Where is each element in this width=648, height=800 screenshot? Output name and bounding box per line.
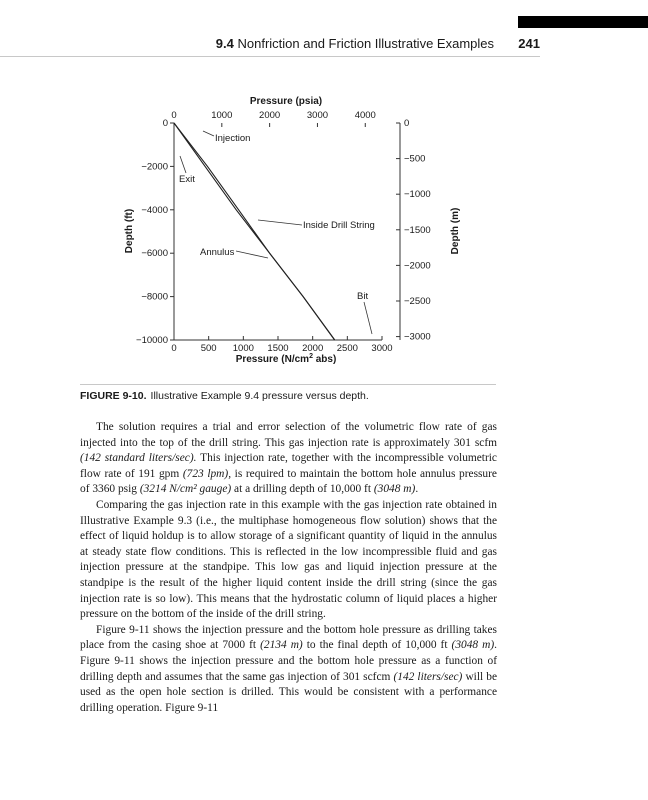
top-tick-label: 1000	[211, 110, 233, 121]
annulus-leader-line	[236, 251, 268, 258]
right-tick-label: −500	[404, 153, 426, 165]
injection-leader-line	[203, 131, 214, 136]
paragraph-1	[80, 420, 497, 498]
right-tick-label: −1500	[404, 224, 431, 236]
p1-text-5: .	[415, 483, 419, 496]
left-tick-label: −8000	[141, 291, 168, 303]
p1-italic-4: (3048 m)	[373, 483, 416, 496]
axis-ticks	[136, 110, 431, 354]
bottom-tick-label: 2500	[336, 343, 358, 354]
bottom-axis-title-text: Pressure (N/cm	[235, 354, 310, 365]
p1-text-1: The solution requires a trial and error selection of the volumetric flow rate of gas injected into the top of the drill string. This gas injection rate is approximately 301 scfm	[80, 421, 497, 449]
left-tick-label: −6000	[141, 248, 168, 260]
right-tick-label: −1000	[404, 189, 431, 201]
bottom-tick-label: 2000	[302, 343, 324, 354]
bit-leader-line	[364, 302, 372, 334]
top-tick-label: 0	[171, 110, 177, 121]
top-tick-label: 3000	[306, 110, 329, 121]
p1-text-4: at a drilling depth of 10,000 ft	[231, 483, 374, 496]
caption-text: Illustrative Example 9.4 pressure versus depth.	[150, 390, 369, 402]
bottom-axis-title-end: abs)	[312, 354, 337, 365]
left-axis-title: Depth (ft)	[124, 208, 135, 254]
top-tick-label: 4000	[354, 110, 376, 121]
figure-caption	[80, 390, 500, 402]
bottom-tick-label: 0	[171, 343, 177, 354]
p3-text-3: . Figure 9-11 shows the injection pressure and the bottom hole pressure as a function of drilling depth and assumes that the same gas injection of 301 scfcm	[80, 639, 497, 683]
bit-annotation: Bit	[357, 291, 369, 302]
p3-text-1: Figure 9-11 shows the injection pressure and the bottom hole pressure as drilling takes place from the casing shoe at 7000 ft	[80, 623, 497, 652]
p1-text-3: is required to maintain the bottom hole annulus pressure of 3360 psig	[80, 467, 497, 496]
p1-italic-2: (723 lpm),	[182, 467, 232, 480]
top-tick-label: 2000	[259, 110, 281, 121]
paragraph-2: Comparing the gas injection rate in this example with the gas injection rate obtained in Illustrative Example 9.3 (i.e., the multiphase homogeneous flow solution) shows that the effect of liquid holdup is to allow storage of a significant quantity of liquid in the annulus at steady state flow conditions. This is reflected in the low incompressible fluid and gas injection pressure at the standpipe. This low gas and liquid injection pressure at the standpipe is the result of the higher liquid content inside the drill string (since the gas injection rate is so low). This means that the hydrostatic column of liquid places a higher pressure on the bottom of the inside of the drill string.	[80, 498, 497, 621]
bottom-tick-label: 3000	[371, 343, 393, 354]
bottom-axis-title-sup: 2	[309, 353, 313, 360]
section-title: Nonfriction and Friction Illustrative Examples	[237, 36, 494, 51]
inside-drill-string-leader-line	[258, 220, 302, 225]
right-tick-label: −3000	[404, 331, 431, 343]
exit-leader-line	[180, 156, 186, 173]
p3-text-4: will be used as the open hole section is drilled. This would be consistent with a performance drilling operation. Figure 9-11	[80, 670, 497, 714]
top-axis-title: Pressure (psia)	[249, 96, 323, 107]
left-tick-label: −2000	[141, 161, 168, 173]
bottom-tick-label: 1500	[267, 343, 289, 354]
p1-italic-1: (142 standard liters/sec).	[80, 452, 197, 465]
right-axis-title: Depth (m)	[450, 207, 461, 255]
p1-text-2: This injection rate, together with the incompressible volumetric flow rate of 191 gpm	[80, 452, 497, 480]
left-tick-label: −10000	[136, 335, 168, 346]
p1-italic-3: (3214 N/cm² gauge)	[139, 483, 232, 496]
bottom-tick-label: 500	[200, 343, 217, 354]
right-tick-label: −2500	[404, 295, 431, 307]
inside-drill-string-annotation: Inside Drill String	[303, 220, 375, 231]
page-number: 241	[518, 36, 540, 51]
right-tick-label: −2000	[404, 260, 431, 272]
exit-annotation: Exit	[179, 174, 195, 185]
caption-rule	[80, 384, 496, 385]
caption-label: FIGURE 9-10.	[80, 390, 147, 402]
body-text	[80, 420, 497, 716]
bottom-axis-title	[236, 353, 337, 365]
left-tick-label: 0	[162, 118, 168, 129]
section-number: 9.4	[215, 36, 234, 51]
p3-italic-2: (3048 m)	[451, 639, 495, 652]
injection-annotation: Injection	[215, 133, 251, 144]
annulus-annotation: Annulus	[200, 247, 235, 258]
right-tick-label: 0	[404, 118, 410, 129]
p3-text-2: to the final depth of 10,000 ft	[302, 639, 452, 652]
p3-italic-1: (2134 m)	[260, 639, 303, 652]
bottom-tick-label: 1000	[232, 343, 254, 354]
data-series	[174, 123, 335, 340]
p3-italic-3: (142 liters/sec)	[393, 670, 463, 683]
left-tick-label: −4000	[141, 204, 168, 216]
paragraph-3	[80, 623, 497, 717]
